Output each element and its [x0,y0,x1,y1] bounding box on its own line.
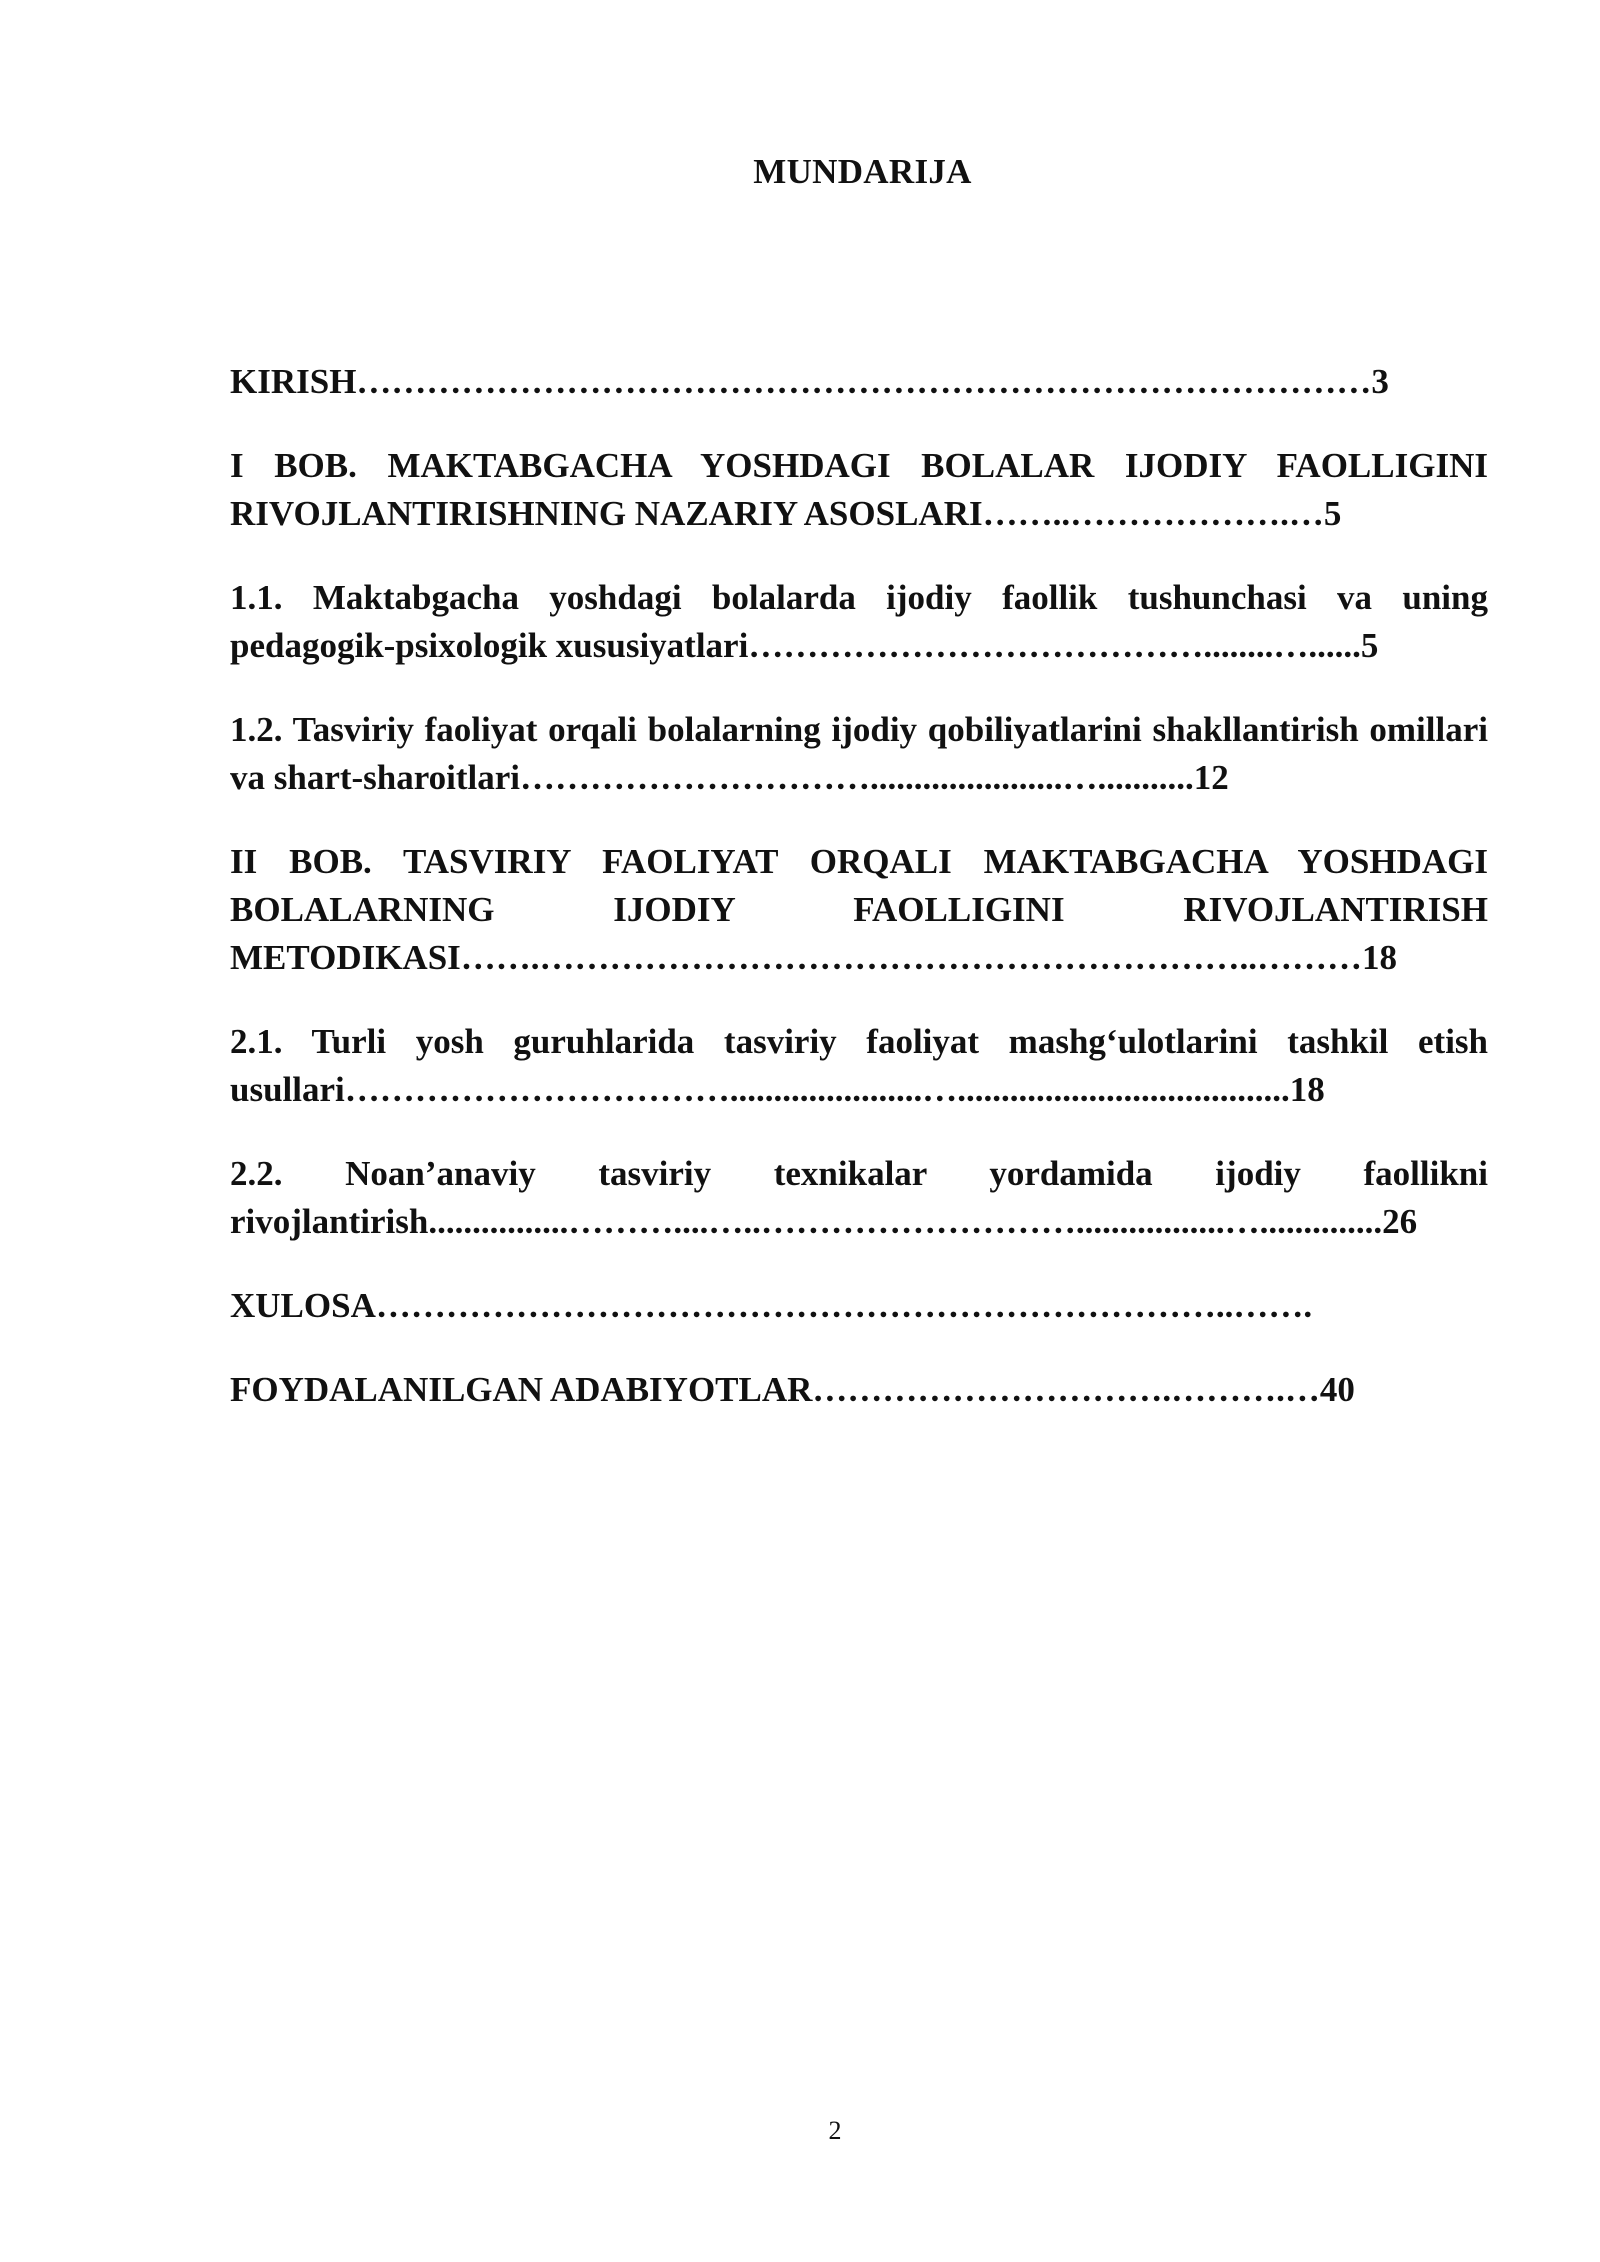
toc-entry-references: FOYDALANILGAN ADABIYOTLAR………………………….……….…40 [230,1370,1355,1409]
toc-entry-section-1-2: 1.2. Tasviriy faoliyat orqali bolalarning ijodiy qobiliyatlarini shakllantirish omillari va shart-sharoitlari…………………………......................…...........12 [230,710,1488,797]
toc-entry-section-1-1: 1.1. Maktabgacha yoshdagi bolalarda ijodiy faollik tushunchasi va uning pedagogik-psixologik xususiyatlari…………………………………........…......5 [230,578,1488,665]
toc-entry-section-2-1: 2.1. Turli yosh guruhlarida tasviriy faoliyat mashg‘ulotlarini tashkil etish usullari……………………………......................…......................................18 [230,1022,1488,1109]
toc-entry-section-2-2: 2.2. Noan’anaviy tasviriy texnikalar yordamida ijodiy faollikni rivojlantirish................………....…..……………………….................…..............26 [230,1154,1488,1241]
toc-entry-chapter-1: I BOB. MAKTABGACHA YOSHDAGI BOLALAR IJODIY FAOLLIGINI RIVOJLANTIRISHNING NAZARIY ASOSLARI……..……………….…5 [230,446,1488,533]
page-number: 2 [828,2116,842,2145]
toc-entry-chapter-2-heading: II BOB. TASVIRIY FAOLIYAT ORQALI MAKTABGACHA YOSHDAGI BOLALARNING IJODIY FAOLLIGINI RIVOJLANTIRISH [230,842,1488,929]
page-title: MUNDARIJA [753,152,972,191]
toc-entry-chapter-2 [230,838,1488,982]
table-of-contents [230,358,1488,1450]
toc-entry-chapter-2-leader: METODIKASI…….……………………………………………………..………18 [230,938,1398,977]
toc-entry-intro: KIRISH……………………………………………………………………………3 [230,362,1389,401]
toc-entry-conclusion: XULOSA………………………………………………………………..……. [230,1286,1313,1325]
